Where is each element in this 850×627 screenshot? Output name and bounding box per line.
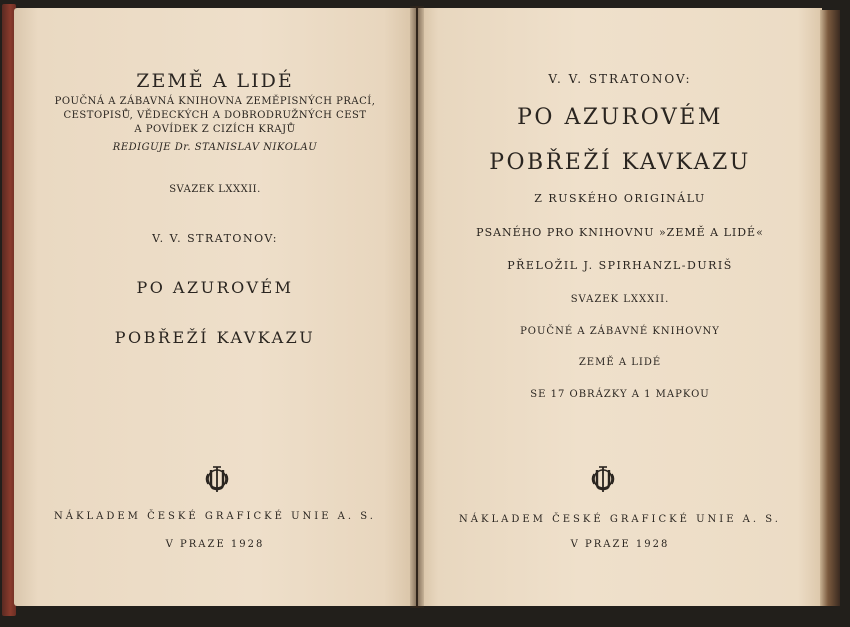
series-title: ZEMĚ A LIDÉ [136,70,294,92]
volume-number: SVAZEK LXXXII. [169,184,261,195]
book-gutter [410,6,424,608]
book-title-line-1: PO AZUROVÉM [136,278,294,297]
publisher-monogram-icon [586,462,620,496]
series-description-line-2: CESTOPISŮ, VĚDECKÝCH A DOBRODRUŽNÝCH CEST [63,110,367,121]
page-edges [820,10,840,606]
place-and-year: V PRAZE 1928 [165,539,265,550]
publisher-monogram-icon [200,462,234,496]
book-title-line-2: POBŘEŽÍ KAVKAZU [489,150,751,175]
original-language-note: Z RUSKÉHO ORIGINÁLU [534,192,706,205]
right-page [418,8,822,606]
series-description-line-1: POUČNÁ A ZÁBAVNÁ KNIHOVNA ZEMĚPISNÝCH PRACÍ, [54,96,376,107]
series-line: POUČNÉ A ZÁBAVNÉ KNIHOVNY [520,326,720,337]
book-title-line-1: PO AZUROVÉM [517,105,723,130]
written-for-note: PSANÉHO PRO KNIHOVNU »ZEMĚ A LIDÉ« [476,226,764,239]
publisher-line: NÁKLADEM ČESKÉ GRAFICKÉ UNIE A. S. [459,514,781,525]
volume-number: SVAZEK LXXXII. [570,294,670,305]
publisher-line: NÁKLADEM ČESKÉ GRAFICKÉ UNIE A. S. [54,511,376,522]
author-name: V. V. STRATONOV: [548,72,692,86]
series-description-line-3: A POVÍDEK Z CIZÍCH KRAJŮ [134,124,296,135]
illustrations-note: SE 17 OBRÁZKY A 1 MAPKOU [530,389,710,400]
author-name: V. V. STRATONOV: [152,232,278,245]
translator-credit: PŘELOŽIL J. SPIRHANZL-DURIŠ [507,259,733,272]
book-title-line-2: POBŘEŽÍ KAVKAZU [114,328,316,347]
left-page [14,8,416,606]
place-and-year: V PRAZE 1928 [570,539,670,550]
editor-credit: REDIGUJE Dr. STANISLAV NIKOLAU [112,142,318,153]
series-name: ZEMĚ A LIDÉ [578,357,662,368]
